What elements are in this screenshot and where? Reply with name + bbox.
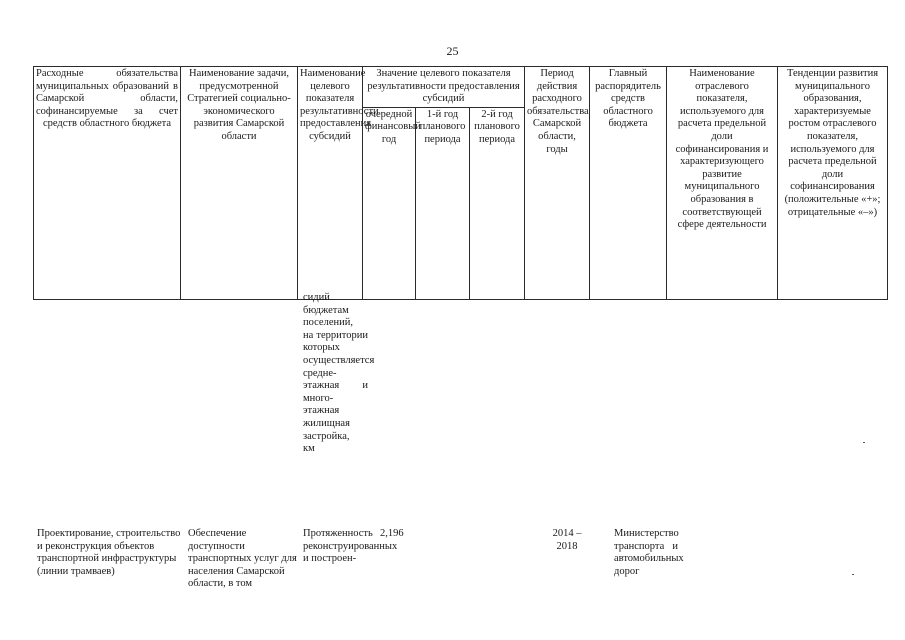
header-sector-indicator: Наименование отраслевого показателя, используемого для расчета предельной доли софинансирования и характеризующего развитие муниципального образования в соответствующей сфере деятельности bbox=[667, 67, 778, 300]
continuation-indicator-text: сидий бюджетам поселений, на территории которых осуществляется средне- этажная и много- этажная жилищная застройка, км bbox=[303, 292, 375, 455]
header-period: Период действия расходного обязательства Самарской области, годы bbox=[525, 67, 590, 300]
row-expenditure-obligation: Проектирование, строительство и реконструкция объектов транспортной инфраструктуры (линии трамваев) bbox=[37, 528, 181, 577]
row-period: 2014 – 2018 bbox=[552, 528, 582, 552]
header-expenditure-obligations: Расходные обязательства муниципальных образований в Самарской области, софинансируемые за счет средств областного бюджета bbox=[34, 67, 181, 300]
scan-speck bbox=[852, 574, 854, 575]
header-plan-year-1: 1-й год планового периода bbox=[416, 107, 470, 299]
header-plan-year-2: 2-й год планового периода bbox=[470, 107, 525, 299]
row-indicator-name: Протяженность реконструированных и построен- bbox=[303, 528, 398, 565]
row-task-name: Обеспечение доступности транспортных услуг для населения Самарской области, в том bbox=[188, 528, 297, 590]
header-indicator-value-group: Значение целевого показателя результативности предоставления субсидий bbox=[363, 67, 525, 108]
header-indicator-name: Наименование целевого показателя результативности предоставления субсидий bbox=[298, 67, 363, 300]
header-trends: Тенденции развития муниципального образования, характеризуемые ростом отраслевого показателя, используемого для расчета предельной доли софинансирования (положительные «+»; отрицательные «–») bbox=[778, 67, 888, 300]
table-header bbox=[33, 66, 888, 300]
header-next-fiscal-year: очередной финансовый год bbox=[363, 107, 416, 299]
scan-speck bbox=[863, 442, 865, 443]
header-main-manager: Главный распорядитель средств областного бюджета bbox=[590, 67, 667, 300]
header-task-name: Наименование задачи, предусмотренной Стратегией социально-экономического развития Самарской области bbox=[181, 67, 298, 300]
page-number: 25 bbox=[446, 44, 459, 58]
row-indicator-value: 2,196 bbox=[380, 528, 404, 539]
row-main-manager: Министерство транспорта и автомобильных дорог bbox=[614, 528, 684, 577]
